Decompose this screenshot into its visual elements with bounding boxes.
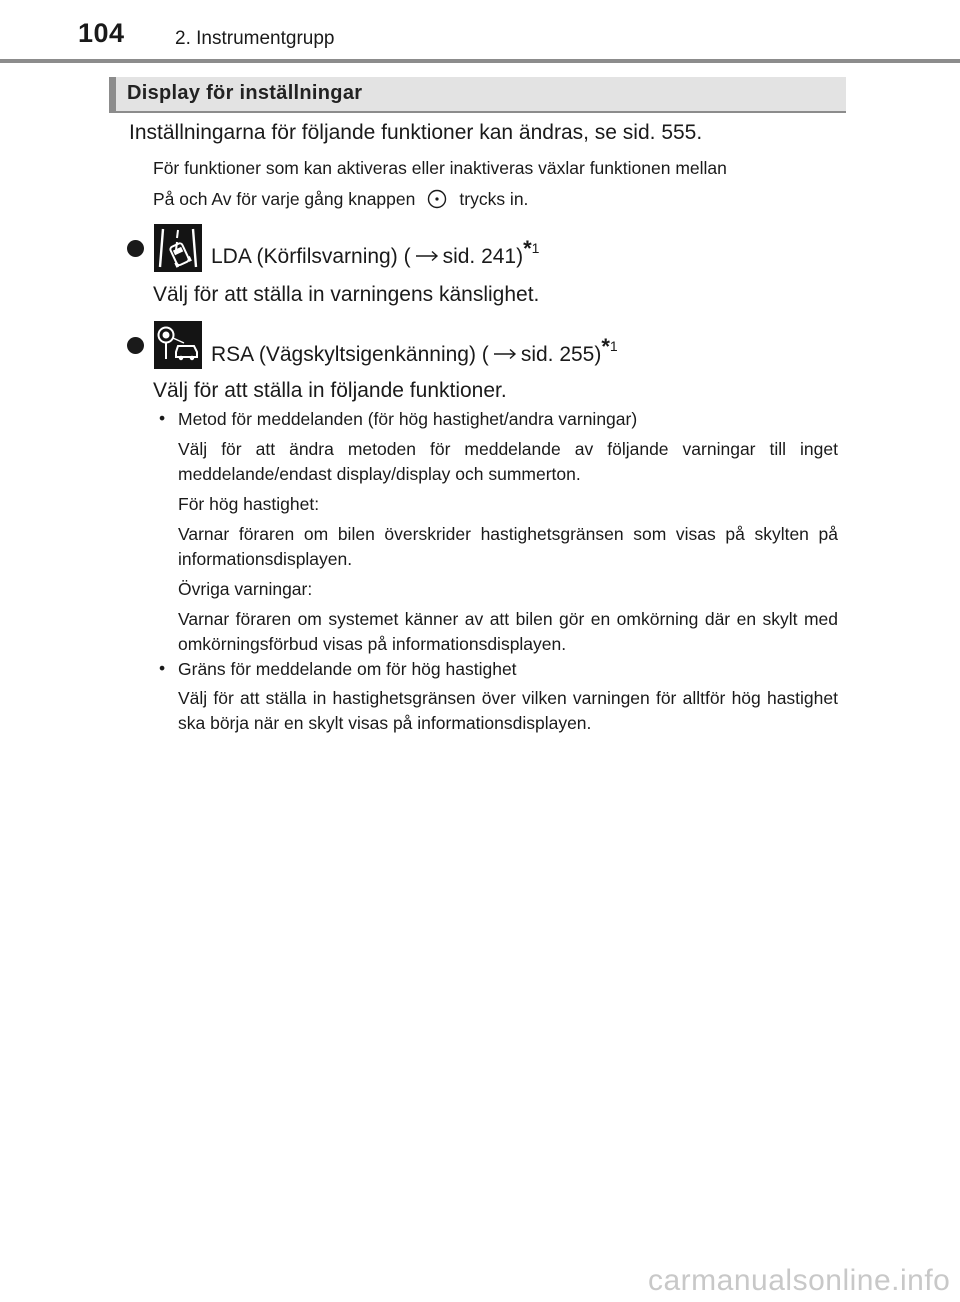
watermark: carmanualsonline.info (648, 1264, 951, 1297)
sub-bullet: • (159, 658, 166, 678)
lane-departure-icon (154, 224, 202, 272)
section-accent (109, 77, 116, 111)
note-line-2 (153, 189, 528, 210)
intro-text: Inställningarna för följande funktioner kan ändras, se sid. 555. (129, 121, 703, 144)
lda-description: Välj för att ställa in varningens känslighet. (153, 283, 540, 306)
section-heading-bar (109, 77, 846, 113)
bullet-dot (127, 240, 144, 257)
lda-page-ref[interactable]: sid. 241) (442, 245, 524, 268)
lda-label-text: LDA (Körfilsvarning) ( (211, 245, 411, 268)
overspeed-text: Varnar föraren om bilen överskrider hastighetsgränsen som visas på skylten på informationsdisplayen. (178, 524, 838, 569)
overspeed-heading: För hög hastighet: (178, 494, 320, 514)
road-sign-assist-icon (154, 321, 202, 369)
lda-label (211, 236, 539, 269)
notification-method-text: Välj för att ändra metoden för meddelande av följande varningar till inget meddelande/endast display/display och summerton. (178, 439, 838, 484)
dial-button-icon (427, 189, 447, 209)
sub-bullet: • (159, 408, 166, 428)
footnote-star-icon: * (601, 334, 610, 359)
rsa-label (211, 334, 618, 367)
chapter-title: 2. Instrumentgrupp (175, 28, 335, 49)
page-number: 104 (78, 18, 125, 48)
other-warnings-heading: Övriga varningar: (178, 579, 313, 599)
other-warnings-text: Varnar föraren om systemet känner av att bilen gör en omkörning där en skylt med omkörningsförbud visas på informationsdisplayen. (178, 609, 838, 654)
rsa-page-ref[interactable]: sid. 255) (520, 343, 602, 366)
note-line-2-before: På och Av för varje gång knappen (153, 189, 416, 209)
note-line-1: För funktioner som kan aktiveras eller inaktiveras växlar funktionen mellan (153, 158, 727, 178)
section-title: Display för inställningar (127, 82, 363, 104)
rsa-footnote-number: 1 (609, 338, 618, 354)
overspeed-limit-title: Gräns för meddelande om för hög hastighet (178, 659, 517, 679)
lda-footnote-number: 1 (531, 240, 540, 256)
notification-method-title: Metod för meddelanden (för hög hastighet/andra varningar) (178, 409, 638, 429)
arrow-right-icon (493, 342, 517, 354)
header-rule (0, 59, 960, 63)
footnote-star-icon: * (523, 236, 532, 261)
rsa-label-text: RSA (Vägskyltsigenkänning) ( (211, 343, 489, 366)
bullet-dot (127, 337, 144, 354)
arrow-right-icon (415, 244, 439, 256)
note-line-2-after: trycks in. (459, 189, 529, 209)
overspeed-limit-text: Välj för att ställa in hastighetsgränsen över vilken varningen för alltför hög hastighet ska börja när en skylt visas på informationsdisplayen. (178, 688, 838, 733)
rsa-description: Välj för att ställa in följande funktioner. (153, 379, 507, 402)
